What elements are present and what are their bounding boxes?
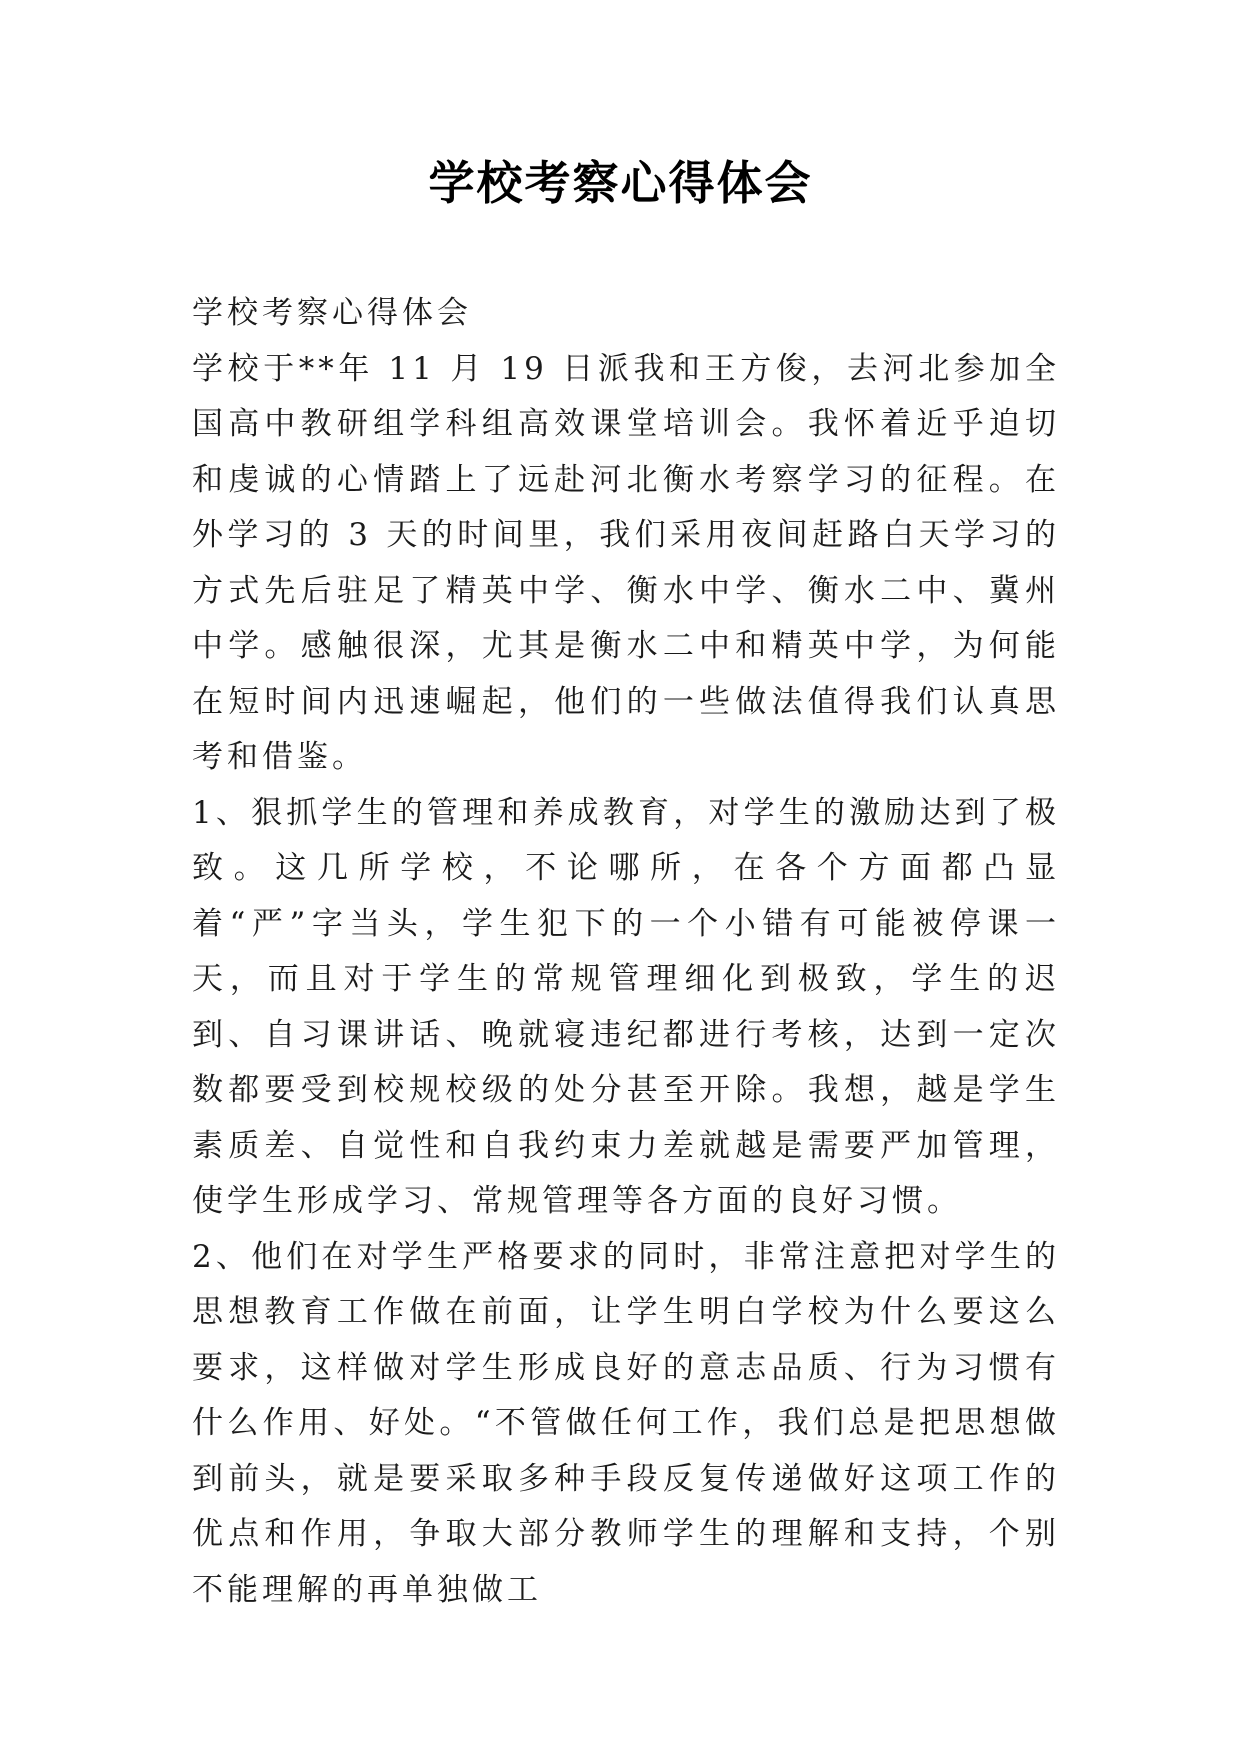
document-subtitle: 学校考察心得体会 bbox=[192, 295, 472, 331]
paragraph-point-2: 2、他们在对学生严格要求的同时，非常注意把对学生的思想教育工作做在前面，让学生明白学校为什么要这么要求，这样做对学生形成良好的意志品质、行为习惯有什么作用、好处。“不管做任何工作，我们总是把思想做到前头，就是要采取多种手段反复传递做好这项工作的优点和作用，争取大部分教师学生的理解和支持，个别不能理解的再单独做工 bbox=[192, 1238, 1060, 1608]
paragraph-intro: 学校于**年 11 月 19 日派我和王方俊，去河北参加全国高中教研组学科组高效课堂培训会。我怀着近乎迫切和虔诚的心情踏上了远赴河北衡水考察学习的征程。在外学习的 3 天的时间里，我们采用夜间赶路白天学习的方式先后驻足了精英中学、衡水中学、衡水二中、冀州中学。感触很深，尤其是衡水二中和精英中学，为何能在短时间内迅速崛起，他们的一些做法值得我们认真思考和借鉴。 bbox=[192, 350, 1060, 775]
paragraph-point-1: 1、狠抓学生的管理和养成教育，对学生的激励达到了极致。这几所学校，不论哪所，在各个方面都凸显着“严”字当头，学生犯下的一个小错有可能被停课一天，而且对于学生的常规管理细化到极致，学生的迟到、自习课讲话、晚就寝违纪都进行考核，达到一定次数都要受到校规校级的处分甚至开除。我想，越是学生素质差、自觉性和自我约束力差就越是需要严加管理，使学生形成学习、常规管理等各方面的良好习惯。 bbox=[192, 794, 1060, 1219]
document-title: 学校考察心得体会 bbox=[428, 156, 813, 210]
document-body bbox=[192, 286, 1060, 1618]
